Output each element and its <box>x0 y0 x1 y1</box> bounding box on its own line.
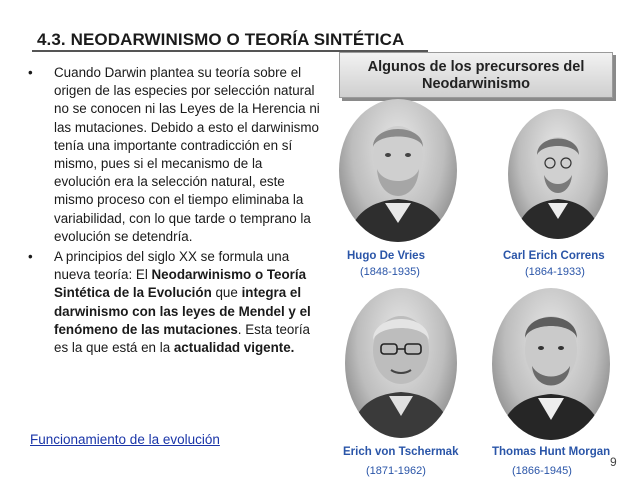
bullet-text-part: . Esta teoría es la que está en la <box>54 321 310 356</box>
precursor-years: (1848-1935) <box>360 266 420 278</box>
precursor-years: (1866-1945) <box>512 465 572 477</box>
bullet-marker: • <box>28 249 33 265</box>
precursor-name: Carl Erich Correns <box>503 250 605 262</box>
portrait-figure-icon <box>345 288 457 438</box>
precursors-header-line2: Neodarwinismo <box>422 76 530 92</box>
bullet-item-darwin <box>22 64 322 246</box>
portrait-figure-icon <box>492 288 610 440</box>
bullet-bold-theory: Neodarwinismo o Teoría Sintética de la Evolución <box>54 267 307 301</box>
page-number: 9 <box>610 455 617 469</box>
bullet-list <box>22 64 322 359</box>
bullet-bold-integration: integra el darwinismo con las leyes de Mendel y el fenómeno de las mutaciones <box>54 285 311 337</box>
portrait-thomas-hunt-morgan <box>492 288 610 440</box>
portrait-carl-erich-correns <box>508 109 608 239</box>
bullet-text-part: que <box>211 285 242 301</box>
bullet-text: Cuando Darwin plantea su teoría sobre el origen de las especies por selección natural no se conocen ni las Leyes de la Herencia ni las mutaciones. Debido a esto el darwinismo tenía una importante contradicción en sí mismo, pues si el mecanismo de la evolución era la selección natural, este mismo proceso con el tiempo eliminaba la variabilidad, con lo que tarde o temprano la evolución se detendría. <box>54 65 320 244</box>
precursor-name: Hugo De Vries <box>347 250 425 262</box>
precursors-header-line1: Algunos de los precursores del <box>367 59 585 75</box>
precursors-header-title <box>340 59 612 93</box>
bullet-bold-current: actualidad vigente. <box>173 340 295 356</box>
precursor-years: (1871-1962) <box>366 465 426 477</box>
precursor-name: Erich von Tschermak <box>343 446 459 458</box>
bullet-item-neodarwinismo <box>22 248 322 357</box>
precursors-header-box <box>339 52 613 98</box>
portrait-figure-icon <box>339 99 457 242</box>
portrait-erich-von-tschermak <box>345 288 457 438</box>
bullet-text-part: A principios del siglo XX se formula una nueva teoría: El <box>54 249 290 283</box>
portrait-hugo-de-vries <box>339 99 457 242</box>
slide-title: 4.3. NEODARWINISMO O TEORÍA SINTÉTICA <box>37 30 405 49</box>
portrait-figure-icon <box>508 109 608 239</box>
bullet-marker: • <box>28 65 33 80</box>
evolution-link[interactable]: Funcionamiento de la evolución <box>30 432 220 447</box>
precursor-name: Thomas Hunt Morgan <box>492 446 611 458</box>
precursor-years: (1864-1933) <box>525 266 585 278</box>
